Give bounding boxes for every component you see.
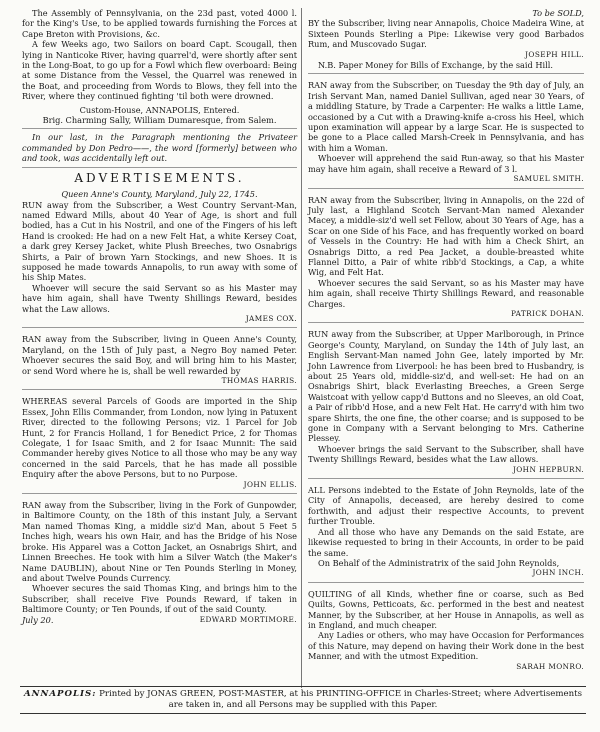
- news-sailors: A few Weeks ago, two Sailors on board Capt. Scougall, then lying in Nanticoke River, having quarrel'd, were shortly after sent in the Long-Boat, to go up for a Fowl which flew overboard: Being at some Distance from the Vessel, the Quarrel was renewed in the Boat, and proceeding from Words to Blows, they fell into the River, where they continued fighting 'til both were drowned.: [22, 39, 297, 102]
- ad-mortimore: [22, 500, 297, 625]
- ad-hill-signature: JOSEPH HILL.: [525, 49, 584, 59]
- ad-inch-body: ALL Persons indebted to the Estate of John Reynolds, late of the City of Annapolis, deceased, are hereby desired to come forthwith, and adjust their respective Accounts, to prevent further Trouble.: [308, 485, 584, 527]
- customs-heading: Custom-House, ANNAPOLIS, Entered.: [79, 104, 240, 115]
- ad-cox: [22, 189, 297, 324]
- ad-cox-body: RUN away from the Subscriber, a West Country Servant-Man, named Edward Mills, about 40 Year of Age, is short and full bodied, has a Cut in his Nostril, and one of the Fingers of his left Hand is crooked: He had on a new Felt Hat, a white Kersey Coat, a dark grey Kersey Jacket, white Plush Breeches, two Osnabrigs Shirts, a Pair of brown Yarn Stockings, and new Shoes. It is supposed he made towards Annapolis, to run away with some of his Ship Mates.: [22, 199, 297, 283]
- ad-mortimore-signature: EDWARD MORTIMORE.: [199, 614, 297, 624]
- ad-mortimore-body: RAN away from the Subscriber, living in the Fork of Gunpowder, in Baltimore County, on the 18th of this instant July, a Servant Man named Thomas King, a middle siz'd Man, about 5 Feet 5 Inches high, wears his own Hair, and has the Bridge of his Nose broke. His Apparel was a Cotton Jacket, an Osnabrigs Shirt, and Linnen Breeches. He took with him a Silver Watch (the Maker's Name DAUBLIN), about Nine or Ten Pounds Sterling in Money, and about Twelve Pounds Currency.: [22, 500, 297, 583]
- ad-ellis-signature: JOHN ELLIS.: [243, 479, 297, 489]
- ad-monro-body-2: Any Ladies or others, who may have Occasion for Performances of this Nature, may depend on having their Work done in the best Manner, and with the utmost Expedition.: [308, 630, 584, 662]
- divider: [22, 389, 297, 390]
- divider: [22, 327, 297, 328]
- ad-inch-signature: JOHN INCH.: [532, 568, 584, 578]
- ad-dohan-reward: Whoever secures the said Servant, so as his Master may have him again, shall receive Thirty Shillings Reward, and reasonable Charges.: [308, 277, 584, 309]
- news-assembly: The Assembly of Pennsylvania, on the 23d past, voted 4000 l. for the King's Use, to be applied towards furnishing the Forces at Cape Breton with Provisions, &c.: [22, 8, 297, 39]
- ad-dohan: [308, 195, 584, 320]
- ad-hill: [308, 8, 584, 70]
- divider: [22, 128, 297, 129]
- ad-cox-reward: Whoever will secure the said Servant so as his Master may have him again, shall have Twenty Shillings Reward, besides what the Law allows.: [22, 282, 297, 314]
- divider: [308, 322, 584, 323]
- ad-monro-body: QUILTING of all Kinds, whether fine or coarse, such as Bed Quilts, Gowns, Petticoats, &c. performed in the best and neatest Manner, by the Subscriber, at her House in Annapolis, as well as in England, and much cheaper.: [308, 588, 584, 630]
- ad-smith: [308, 80, 584, 184]
- errata-note: In our last, in the Paragraph mentioning the Privateer commanded by Don Pedro——, the word [formerly] between who and took, was accidentally left out.: [22, 132, 297, 164]
- ad-monro-signature: SARAH MONRO.: [516, 661, 584, 671]
- ad-smith-body: RAN away from the Subscriber, on Tuesday the 9th day of July, an Irish Servant Man, named Daniel Sullivan, aged near 30 Years, of a middling Stature, by Trade a Carpenter: He walks a little Lame, occasioned by a Cut with a Drawing-knife a-cross his Heel, which upon examination will appear by a large Scar. He is suspected to be gone to a Place called Marsh-Creek in Pennsylvania, and has with him a Woman.: [308, 80, 584, 153]
- ad-smith-reward: Whoever will apprehend the said Run-away, so that his Master may have him again, shall receive a Reward of 3 l.: [308, 153, 584, 174]
- left-column: [22, 8, 297, 625]
- ad-hill-heading: To be SOLD,: [532, 8, 584, 18]
- ad-hepburn-reward: Whoever brings the said Servant to the Subscriber, shall have Twenty Shillings Reward, besides what the Law allows.: [308, 443, 584, 465]
- imprint-place: ANNAPOLIS:: [23, 689, 97, 699]
- right-column: [308, 8, 584, 672]
- ad-cox-dateline: Queen Anne's County, Maryland, July 22, 1745.: [61, 189, 258, 200]
- divider: [22, 167, 297, 168]
- imprint-text: Printed by JONAS GREEN, POST-MASTER, at his PRINTING-OFFICE in Charles-Street; where Advertisements are taken in, and all Persons may be supplied with this Paper.: [99, 689, 583, 710]
- ad-harris-signature: THOMAS HARRIS.: [221, 376, 297, 385]
- ad-mortimore-date: July 20.: [22, 614, 54, 625]
- ad-ellis-body: WHEREAS several Parcels of Goods are imported in the Ship Essex, John Ellis Commander, from London, now lying in Patuxent River, directed to the following Persons; viz. 1 Parcel for Job Hunt, 2 for Francis Holland, 1 for Benedict Price, 2 for Thomas Colegate, 1 for Isaac Smith, and 2 for Isaac Munnit: The said Commander hereby gives Notice to all those who may be any way concerned in the said Parcels, that he has made all possible Enquiry after the above Persons, but to no Purpose.: [22, 396, 297, 480]
- divider: [308, 73, 584, 74]
- column-rule: [301, 8, 302, 688]
- ad-dohan-body: RAN away from the Subscriber, living in Annapolis, on the 22d of July last, a Highland Scotch Servant-Man named Alexander Macey, a middle-siz'd well set Fellow, about 30 Years of Age, has a Scar on one Side of his Face, and has frequently worked on board of Vessels in the Country: He had with him a Check Shirt, an Osnabrigs Ditto, a red Pea Jacket, a double-breasted white Flannel Ditto, a Pair of white ribb'd Stockings, a Cap, a white Wig, and Felt Hat.: [308, 194, 584, 278]
- ad-dohan-signature: PATRICK DOHAN.: [510, 308, 584, 318]
- ad-inch-body-2: And all those who have any Demands on the said Estate, are likewise requested to bring in their Accounts, in order to be paid the same.: [308, 526, 584, 558]
- ad-mortimore-reward: Whoever secures the said Thomas King, and brings him to the Subscriber, shall receive Five Pounds Reward, if taken in Baltimore County; or Ten Pounds, if out of the said County.: [22, 583, 297, 615]
- divider: [308, 188, 584, 189]
- ad-ellis: [22, 396, 297, 490]
- imprint-footer: [20, 686, 586, 714]
- ad-hill-body: BY the Subscriber, living near Annapolis, Choice Madeira Wine, at Sixteen Pounds Sterling a Pipe: Likewise very good Barbados Rum, and Muscovado Sugar.: [308, 18, 584, 50]
- ad-hepburn: [308, 329, 584, 475]
- divider: [22, 493, 297, 494]
- ad-hepburn-body: RUN away from the Subscriber, at Upper Marlborough, in Prince George's County, Maryland, on Sunday the 14th of July last, an English Servant-Man named John Gee, lately imported by Mr. John Lawrence from Liverpool: he has been bred to Husbandry, is about 25 Years old, middle-siz'd, and well-set: He had on an Osnabrigs Shirt, black Everlasting Breeches, a Green Serge Waistcoat with yellow capp'd Buttons and no Sleeves, an old Coat, a Pair of ribb'd Hose, and a new Felt Hat. He carry'd with him two spare Shirts, the one fine, the other coarse; and is supposed to be gone in Company with a Servant belonging to Mrs. Catherine Plessey.: [308, 329, 584, 444]
- ad-hepburn-signature: JOHN HEPBURN.: [512, 464, 584, 474]
- ad-harris-body: RAN away from the Subscriber, living in Queen Anne's County, Maryland, on the 15th of July past, a Negro Boy named Peter. Whoever secures the said Boy, and will bring him to his Master, or send Word where he is, shall be well rewarded by: [22, 334, 297, 376]
- divider: [308, 478, 584, 479]
- ad-smith-signature: SAMUEL SMITH.: [513, 174, 584, 184]
- ad-hill-nb: N.B. Paper Money for Bills of Exchange, by the said Hill.: [318, 60, 553, 71]
- ad-inch-behalf: On Behalf of the Administratrix of the said John Reynolds,: [318, 557, 560, 568]
- advertisements-heading: ADVERTISEMENTS.: [74, 170, 245, 185]
- ad-mortimore-signoff: [22, 615, 297, 625]
- divider: [308, 582, 584, 583]
- ad-harris: [22, 334, 297, 386]
- ad-inch: [308, 485, 584, 579]
- ad-cox-signature: JAMES COX.: [245, 313, 297, 323]
- customs-entry: Brig. Charming Sally, William Dumaresque, from Salem.: [42, 115, 277, 126]
- ad-monro: [308, 589, 584, 672]
